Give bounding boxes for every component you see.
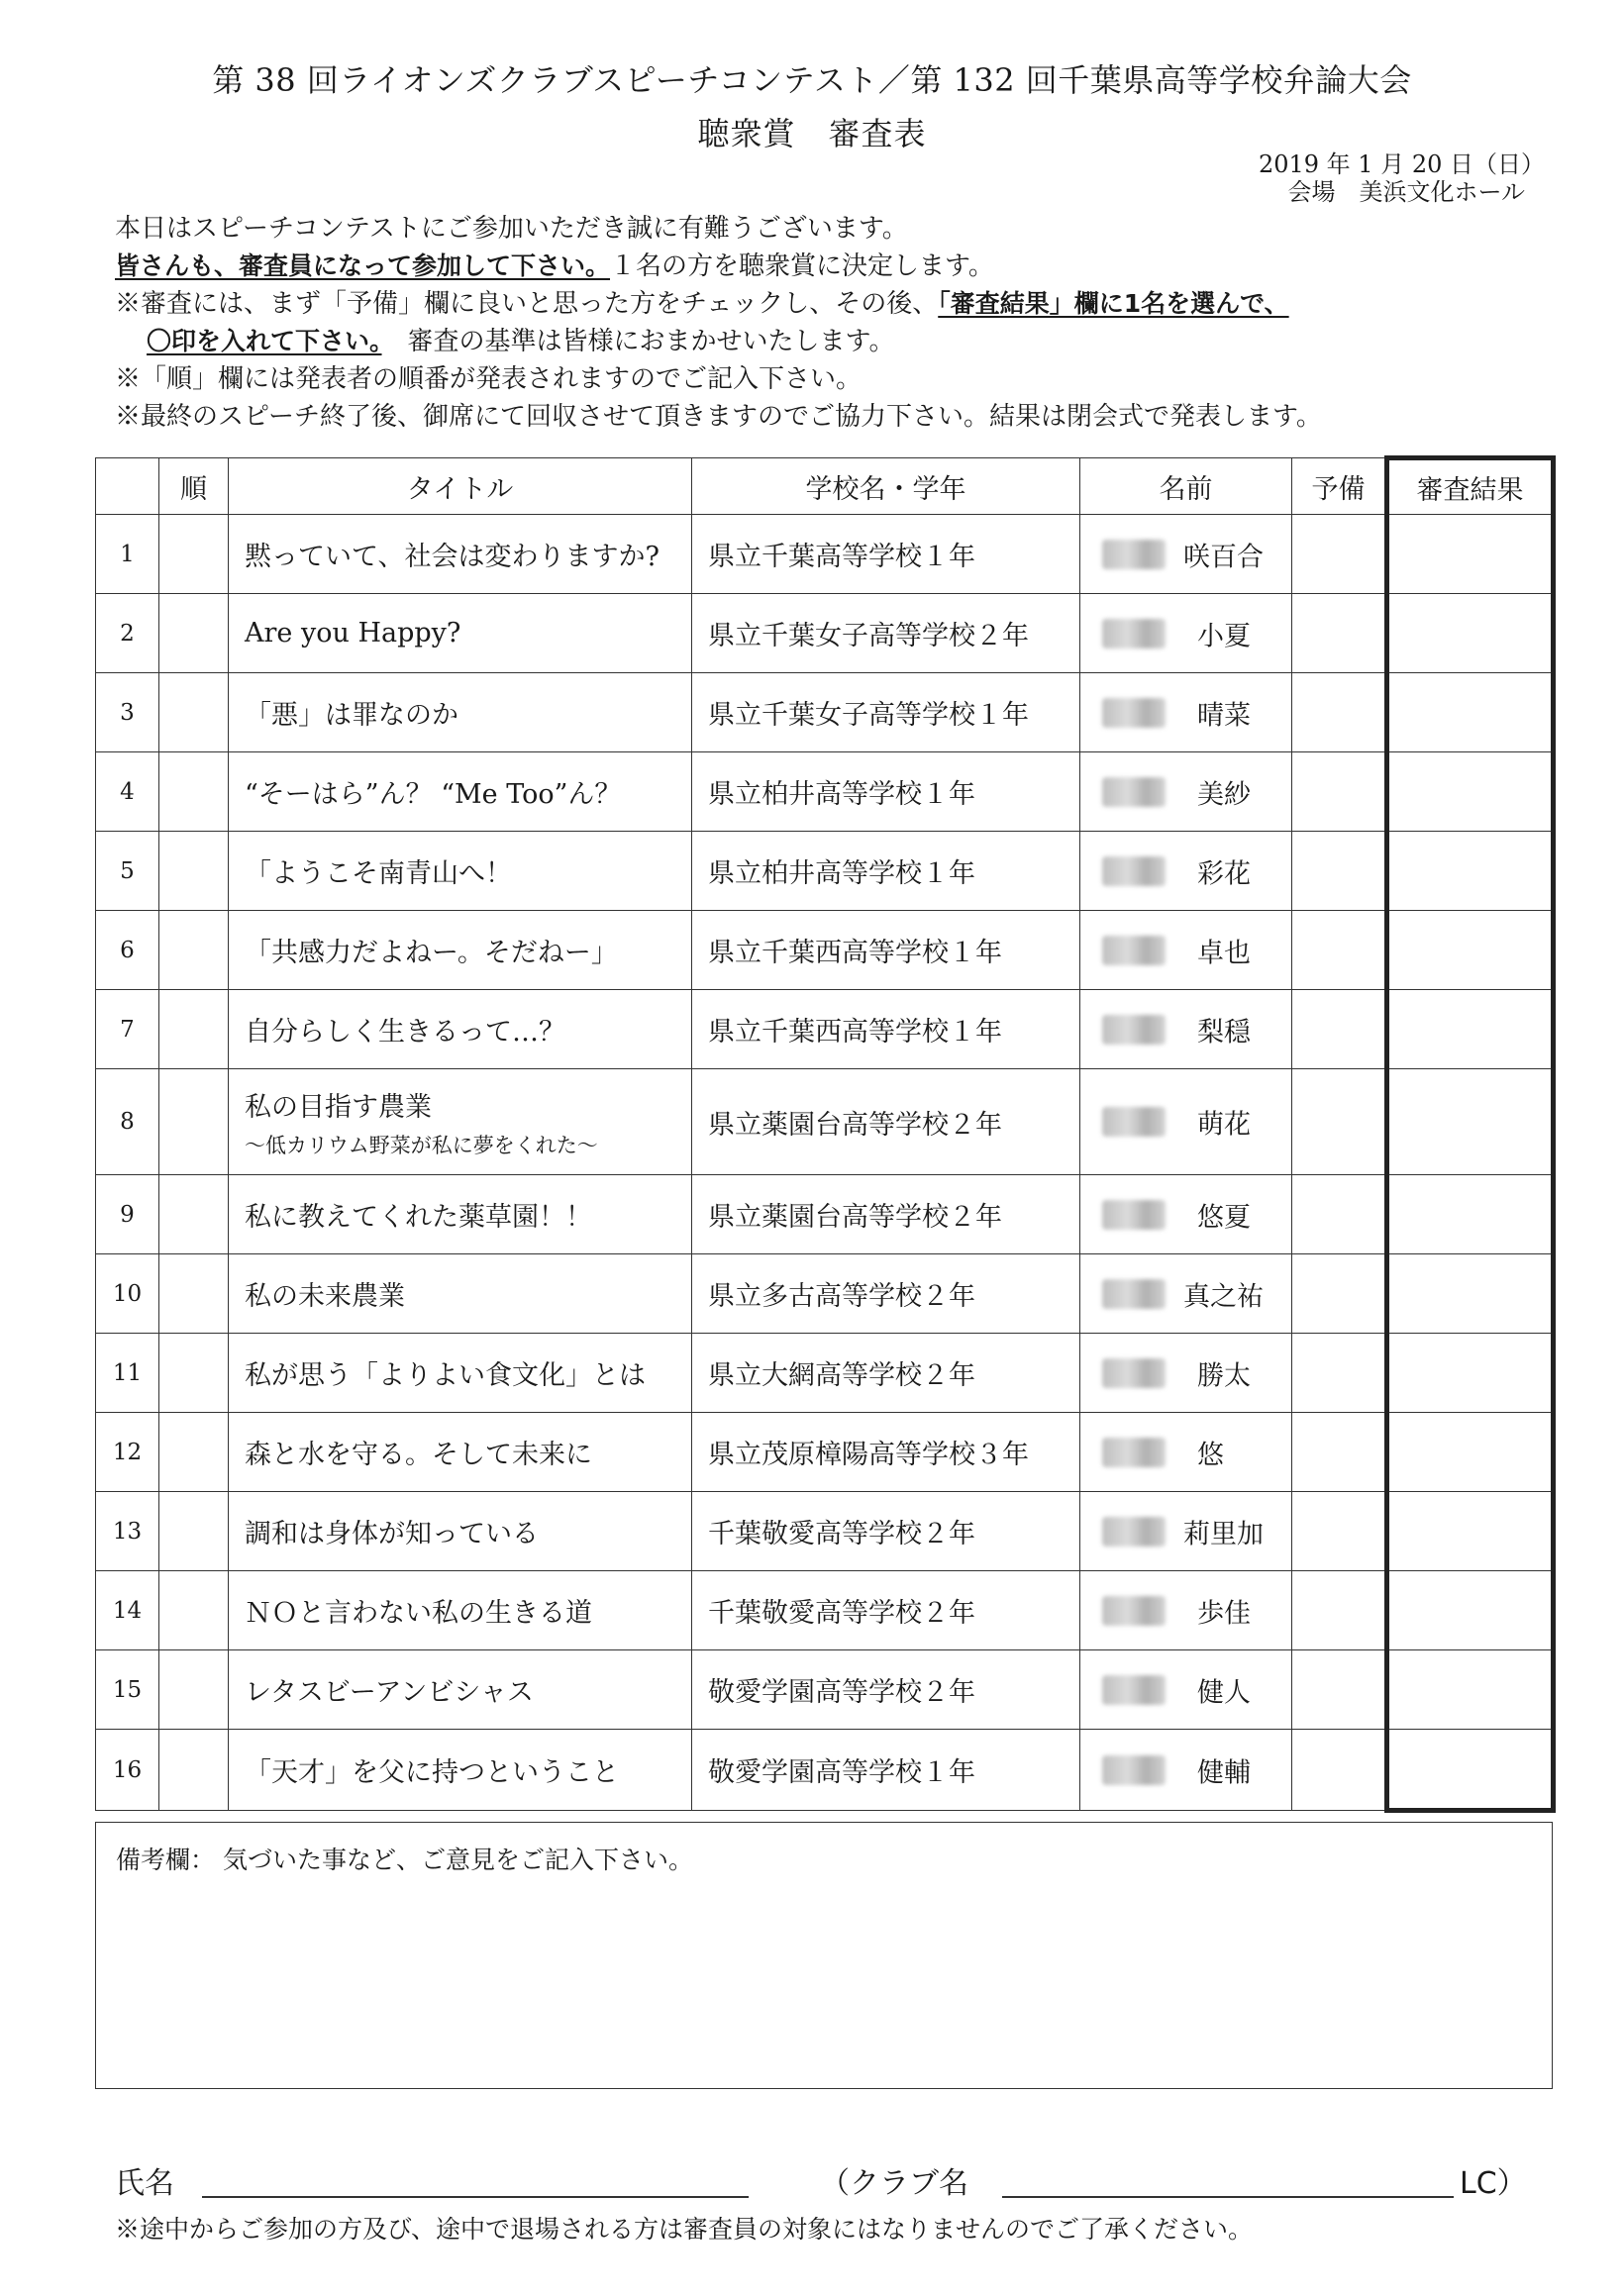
remarks-box[interactable] xyxy=(95,1822,1553,2089)
speech-title-text: 私の目指す農業 xyxy=(245,1091,432,1123)
school-grade: 千葉敬愛高等学校２年 xyxy=(692,1492,1080,1571)
order-cell[interactable] xyxy=(159,1492,229,1571)
header-school: 学校名・学年 xyxy=(692,458,1080,515)
order-cell[interactable] xyxy=(159,832,229,911)
prelim-cell[interactable] xyxy=(1292,1069,1387,1175)
speaker-name xyxy=(1080,911,1292,990)
speaker-given-name: 真之祐 xyxy=(1183,1281,1264,1312)
speech-title-text: “そーはら”ん？ “Me Too”ん？ xyxy=(245,779,622,810)
order-cell[interactable] xyxy=(159,1650,229,1730)
prelim-cell[interactable] xyxy=(1292,594,1387,673)
speaker-given-name: 彩花 xyxy=(1197,858,1251,889)
instruction-method-text: ※審査には、まず「予備」欄に良いと思った方をチェックし、その後、 xyxy=(115,289,939,319)
row-number: 12 xyxy=(96,1413,159,1492)
row-number: 14 xyxy=(96,1571,159,1650)
speech-title xyxy=(229,1413,692,1492)
result-cell[interactable] xyxy=(1387,990,1554,1069)
table-row xyxy=(96,990,1554,1069)
table-row xyxy=(96,1175,1554,1254)
instruction-collection: ※最終のスピーチ終了後、御席にて回収させて頂きますのでご協力下さい。結果は閉会式で発表します。 xyxy=(115,402,1322,432)
instruction-invite-emphasis: 皆さんも、審査員になって参加して下さい。 xyxy=(115,251,611,280)
speaker-name xyxy=(1080,1730,1292,1811)
order-cell[interactable] xyxy=(159,1254,229,1334)
table-row xyxy=(96,515,1554,594)
speech-title-text: 黙っていて、社会は変わりますか? xyxy=(245,542,660,572)
row-number: 5 xyxy=(96,832,159,911)
club-suffix: LC） xyxy=(1460,2166,1527,2201)
prelim-cell[interactable] xyxy=(1292,1492,1387,1571)
prelim-cell[interactable] xyxy=(1292,832,1387,911)
speech-title-text: 「悪」は罪なのか xyxy=(245,700,458,731)
speech-title-text: 森と水を守る。そして未来に xyxy=(245,1440,592,1470)
speech-title-text: 「共感力だよねー。そだねー」 xyxy=(245,938,618,968)
table-row xyxy=(96,673,1554,752)
redacted-surname xyxy=(1102,698,1166,728)
prelim-cell[interactable] xyxy=(1292,1730,1387,1811)
table-row xyxy=(96,1334,1554,1413)
header-title: タイトル xyxy=(229,458,692,515)
page-subtitle: 聴衆賞 審査表 xyxy=(697,115,927,152)
table-row xyxy=(96,911,1554,990)
speaker-given-name: 歩佳 xyxy=(1197,1598,1251,1629)
scoring-table xyxy=(95,455,1556,1813)
speech-title xyxy=(229,1254,692,1334)
speech-title xyxy=(229,1069,692,1175)
result-cell[interactable] xyxy=(1387,594,1554,673)
table-row xyxy=(96,594,1554,673)
instruction-mark-rest: 審査の基準は皆様におまかせいたします。 xyxy=(407,327,895,356)
row-number: 2 xyxy=(96,594,159,673)
prelim-cell[interactable] xyxy=(1292,673,1387,752)
name-field[interactable] xyxy=(202,2196,749,2198)
speech-title xyxy=(229,594,692,673)
table-row xyxy=(96,752,1554,832)
speech-title-text: レタスビーアンビシャス xyxy=(245,1677,534,1708)
order-cell[interactable] xyxy=(159,1069,229,1175)
name-label: 氏名 xyxy=(115,2166,174,2201)
speech-subtitle: ～低カリウム野菜が私に夢をくれた～ xyxy=(245,1133,598,1157)
redacted-surname xyxy=(1102,856,1166,886)
event-meta xyxy=(1129,150,1545,206)
speaker-given-name: 莉里加 xyxy=(1183,1519,1264,1549)
row-number: 6 xyxy=(96,911,159,990)
speaker-given-name: 晴菜 xyxy=(1197,700,1251,731)
row-number: 3 xyxy=(96,673,159,752)
speech-title-text: 「天才」を父に持つということ xyxy=(245,1757,619,1788)
speaker-given-name: 萌花 xyxy=(1197,1109,1251,1141)
school-grade: 県立千葉女子高等学校１年 xyxy=(692,673,1080,752)
speech-title xyxy=(229,1492,692,1571)
speaker-name xyxy=(1080,1413,1292,1492)
club-label: （クラブ名 xyxy=(820,2166,968,2201)
table-row xyxy=(96,1650,1554,1730)
redacted-surname xyxy=(1102,777,1166,807)
result-cell[interactable] xyxy=(1387,515,1554,594)
school-grade: 県立茂原樟陽高等学校３年 xyxy=(692,1413,1080,1492)
speech-title xyxy=(229,673,692,752)
redacted-surname xyxy=(1102,1517,1166,1547)
event-venue: 会場 美浜文化ホール xyxy=(1287,178,1525,206)
result-cell[interactable] xyxy=(1387,1413,1554,1492)
result-cell[interactable] xyxy=(1387,1650,1554,1730)
school-grade: 県立千葉西高等学校１年 xyxy=(692,911,1080,990)
redacted-surname xyxy=(1102,1015,1166,1045)
speech-title xyxy=(229,832,692,911)
speech-title xyxy=(229,1175,692,1254)
header-number xyxy=(96,458,159,515)
speech-title-text: 「ようこそ南青山へ！ xyxy=(245,858,512,889)
school-grade: 県立千葉西高等学校１年 xyxy=(692,990,1080,1069)
school-grade: 敬愛学園高等学校２年 xyxy=(692,1650,1080,1730)
instruction-order: ※「順」欄には発表者の順番が発表されますのでご記入下さい。 xyxy=(115,364,863,394)
redacted-surname xyxy=(1102,1755,1166,1785)
order-cell[interactable] xyxy=(159,1175,229,1254)
school-grade: 県立薬園台高等学校２年 xyxy=(692,1175,1080,1254)
order-cell[interactable] xyxy=(159,1571,229,1650)
order-cell[interactable] xyxy=(159,752,229,832)
speech-title-text: 自分らしく生きるって…？ xyxy=(245,1017,565,1048)
redacted-surname xyxy=(1102,1200,1166,1230)
instruction-mark-emphasis: 〇印を入れて下さい。 xyxy=(147,327,382,355)
speaker-name xyxy=(1080,1069,1292,1175)
table-row xyxy=(96,1730,1554,1811)
row-number: 9 xyxy=(96,1175,159,1254)
order-cell[interactable] xyxy=(159,911,229,990)
table-row xyxy=(96,1571,1554,1650)
speech-title xyxy=(229,1650,692,1730)
speech-title xyxy=(229,1730,692,1811)
prelim-cell[interactable] xyxy=(1292,515,1387,594)
school-grade: 敬愛学園高等学校１年 xyxy=(692,1730,1080,1811)
order-cell[interactable] xyxy=(159,515,229,594)
redacted-surname xyxy=(1102,1107,1166,1137)
order-cell[interactable] xyxy=(159,1730,229,1811)
speech-title xyxy=(229,990,692,1069)
redacted-surname xyxy=(1102,1279,1166,1309)
speech-title xyxy=(229,515,692,594)
table-row xyxy=(96,1069,1554,1175)
speaker-name xyxy=(1080,594,1292,673)
row-number: 8 xyxy=(96,1069,159,1175)
speaker-given-name: 健人 xyxy=(1197,1677,1251,1708)
speaker-given-name: 悠夏 xyxy=(1197,1202,1251,1233)
instruction-invite-rest: １名の方を聴衆賞に決定します。 xyxy=(610,251,994,281)
header-result: 審査結果 xyxy=(1387,458,1554,515)
row-number: 16 xyxy=(96,1730,159,1811)
school-grade: 県立大網高等学校２年 xyxy=(692,1334,1080,1413)
instruction-mark xyxy=(115,323,1561,360)
speech-title-text: 調和は身体が知っている xyxy=(245,1519,539,1549)
result-cell[interactable] xyxy=(1387,1175,1554,1254)
redacted-surname xyxy=(1102,1596,1166,1626)
footer-note: ※途中からご参加の方及び、途中で退場される方は審査員の対象にはなりませんのでご了承ください。 xyxy=(115,2215,1254,2244)
speaker-name xyxy=(1080,832,1292,911)
speaker-given-name: 卓也 xyxy=(1197,938,1251,968)
school-grade: 県立薬園台高等学校２年 xyxy=(692,1069,1080,1175)
instruction-thanks: 本日はスピーチコンテストにご参加いただき誠に有難うございます。 xyxy=(115,214,908,244)
speaker-given-name: 悠 xyxy=(1197,1440,1224,1470)
header-name: 名前 xyxy=(1080,458,1292,515)
result-cell[interactable] xyxy=(1387,1069,1554,1175)
speaker-name xyxy=(1080,1492,1292,1571)
school-grade: 千葉敬愛高等学校２年 xyxy=(692,1571,1080,1650)
instruction-method-emphasis: 「審査結果」欄に1名を選んで、 xyxy=(938,289,1289,318)
speaker-given-name: 健輔 xyxy=(1197,1757,1251,1788)
redacted-surname xyxy=(1102,936,1166,965)
order-cell[interactable] xyxy=(159,1413,229,1492)
school-grade: 県立柏井高等学校１年 xyxy=(692,832,1080,911)
order-cell[interactable] xyxy=(159,990,229,1069)
speaker-given-name: 咲百合 xyxy=(1183,542,1264,572)
speech-title-text: Are you Happy? xyxy=(245,618,461,649)
instruction-invite xyxy=(115,248,1561,285)
prelim-cell[interactable] xyxy=(1292,911,1387,990)
table-row xyxy=(96,1413,1554,1492)
speaker-given-name: 梨穏 xyxy=(1197,1017,1251,1048)
speaker-name xyxy=(1080,515,1292,594)
speaker-given-name: 小夏 xyxy=(1197,621,1251,651)
page-title: 第 38 回ライオンズクラブスピーチコンテスト／第 132 回千葉県高等学校弁論大会 xyxy=(212,61,1412,99)
speech-title-text: ＮＯと言わない私の生きる道 xyxy=(245,1598,592,1629)
speech-title-text: 私が思う「よりよい食文化」とは xyxy=(245,1360,646,1391)
result-cell[interactable] xyxy=(1387,1571,1554,1650)
result-cell[interactable] xyxy=(1387,673,1554,752)
speaker-name xyxy=(1080,752,1292,832)
remarks-label: 備考欄： 気づいた事など、ご意見をご記入下さい。 xyxy=(116,1846,693,1874)
row-number: 7 xyxy=(96,990,159,1069)
table-row xyxy=(96,1254,1554,1334)
row-number: 10 xyxy=(96,1254,159,1334)
row-number: 15 xyxy=(96,1650,159,1730)
order-cell[interactable] xyxy=(159,1334,229,1413)
table-header-row xyxy=(96,458,1554,515)
result-cell[interactable] xyxy=(1387,1254,1554,1334)
row-number: 11 xyxy=(96,1334,159,1413)
table-row xyxy=(96,1492,1554,1571)
school-grade: 県立千葉女子高等学校２年 xyxy=(692,594,1080,673)
prelim-cell[interactable] xyxy=(1292,990,1387,1069)
speaker-given-name: 美紗 xyxy=(1197,779,1251,810)
redacted-surname xyxy=(1102,1358,1166,1388)
prelim-cell[interactable] xyxy=(1292,1254,1387,1334)
prelim-cell[interactable] xyxy=(1292,1650,1387,1730)
row-number: 13 xyxy=(96,1492,159,1571)
prelim-cell[interactable] xyxy=(1292,1571,1387,1650)
instruction-method xyxy=(115,285,1561,323)
order-cell[interactable] xyxy=(159,673,229,752)
redacted-surname xyxy=(1102,1675,1166,1705)
table-row xyxy=(96,832,1554,911)
speaker-name xyxy=(1080,1334,1292,1413)
prelim-cell[interactable] xyxy=(1292,1175,1387,1254)
speaker-given-name: 勝太 xyxy=(1197,1360,1251,1391)
result-cell[interactable] xyxy=(1387,832,1554,911)
result-cell[interactable] xyxy=(1387,911,1554,990)
result-cell[interactable] xyxy=(1387,1730,1554,1811)
instructions xyxy=(115,210,1561,436)
speaker-name xyxy=(1080,673,1292,752)
club-field[interactable] xyxy=(1002,2196,1454,2198)
speaker-name xyxy=(1080,1571,1292,1650)
speech-title-text: 私に教えてくれた薬草園！！ xyxy=(245,1202,592,1233)
result-cell[interactable] xyxy=(1387,1492,1554,1571)
school-grade: 県立多古高等学校２年 xyxy=(692,1254,1080,1334)
speech-title xyxy=(229,1334,692,1413)
result-cell[interactable] xyxy=(1387,752,1554,832)
redacted-surname xyxy=(1102,619,1166,649)
speech-title xyxy=(229,1571,692,1650)
prelim-cell[interactable] xyxy=(1292,1334,1387,1413)
speaker-name xyxy=(1080,1175,1292,1254)
school-grade: 県立千葉高等学校１年 xyxy=(692,515,1080,594)
speech-title xyxy=(229,752,692,832)
header-prelim: 予備 xyxy=(1292,458,1387,515)
order-cell[interactable] xyxy=(159,594,229,673)
speaker-name xyxy=(1080,1254,1292,1334)
speaker-name xyxy=(1080,1650,1292,1730)
school-grade: 県立柏井高等学校１年 xyxy=(692,752,1080,832)
result-cell[interactable] xyxy=(1387,1334,1554,1413)
speech-title xyxy=(229,911,692,990)
prelim-cell[interactable] xyxy=(1292,752,1387,832)
prelim-cell[interactable] xyxy=(1292,1413,1387,1492)
speaker-name xyxy=(1080,990,1292,1069)
header-order: 順 xyxy=(159,458,229,515)
event-date: 2019 年 1 月 20 日（日） xyxy=(1258,150,1545,178)
row-number: 1 xyxy=(96,515,159,594)
redacted-surname xyxy=(1102,1438,1166,1467)
row-number: 4 xyxy=(96,752,159,832)
redacted-surname xyxy=(1102,540,1166,569)
speech-title-text: 私の未来農業 xyxy=(245,1281,405,1312)
